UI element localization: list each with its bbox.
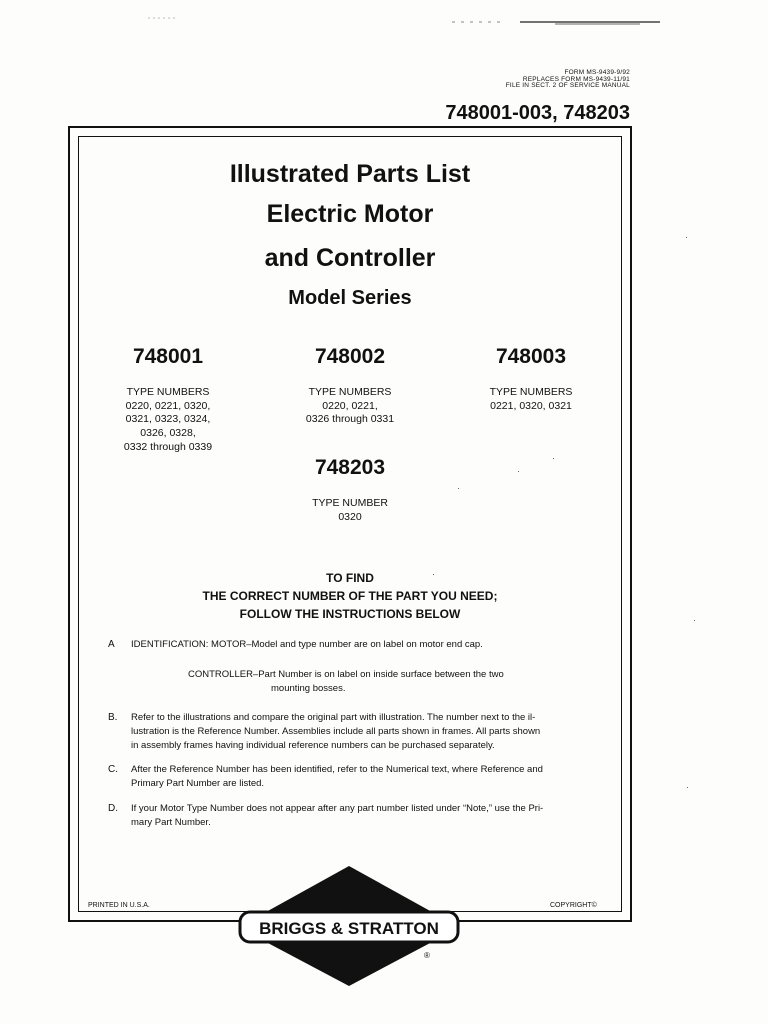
type-line: 0320 [338,510,362,523]
instruction-b-text [131,711,611,752]
model-748203-types [280,497,420,524]
instruction-a-controller-cont: mounting bosses. [271,683,346,694]
instruction-a-controller: CONTROLLER–Part Number is on label on inside surface between the two [188,669,504,680]
instruction-line: in assembly frames having individual reference numbers can be purchased separately. [131,739,495,751]
instruction-a-text: IDENTIFICATION: MOTOR–Model and type number are on label on motor end cap. [131,639,483,650]
type-line: 0326, 0328, [140,426,196,439]
form-info [506,70,630,90]
type-line: 0321, 0323, 0324, [125,413,211,426]
model-748001-types [98,386,238,454]
subtitle-controller: and Controller [264,244,436,272]
model-748003: 748003 [495,345,567,368]
page-title: Illustrated Parts List [229,160,471,188]
type-numbers-label: TYPE NUMBERS [126,386,210,398]
instruction-line: Refer to the illustrations and compare the original part with illustration. The number next to the il- [131,712,536,723]
logo-text: BRIGGS & STRATTON [259,919,439,938]
model-748003-types [461,386,601,413]
scan-marks [0,0,768,40]
type-numbers-label: TYPE NUMBERS [308,386,392,398]
printed-in-usa: PRINTED IN U.S.A. [88,902,150,909]
instruction-b-letter: B. [108,712,118,723]
instruction-line: If your Motor Type Number does not appear after any part number listed under “Note,” use the Pri- [131,803,544,814]
form-number: FORM MS-9439-9/92 [564,69,630,76]
type-line: 0220, 0221, [322,399,378,412]
instruction-c-letter: C. [108,764,118,775]
model-748002-types [280,386,420,427]
replaces-form: REPLACES FORM MS-9439-11/91 [522,75,630,83]
registered-mark: ® [424,951,430,960]
type-line: 0332 through 0339 [123,440,213,453]
model-748203: 748203 [314,456,386,479]
find-instructions-heading [0,569,700,623]
copyright: COPYRIGHT© [550,902,597,909]
follow-instructions: FOLLOW THE INSTRUCTIONS BELOW [239,607,461,621]
instruction-d-letter: D. [108,803,118,814]
instruction-line: lustration is the Reference Number. Assemblies include all parts shown in frames. All parts shown [131,725,541,737]
subtitle-electric-motor: Electric Motor [266,200,434,228]
instruction-a-letter: A [108,639,115,650]
model-748001: 748001 [132,345,204,368]
briggs-stratton-logo [234,860,464,990]
model-748002: 748002 [314,345,386,368]
correct-number: THE CORRECT NUMBER OF THE PART YOU NEED; [202,589,498,603]
type-line: 0326 through 0331 [305,413,395,426]
instruction-c-text [131,763,611,791]
instruction-line: After the Reference Number has been identified, refer to the Numerical text, where Reference and [131,764,543,775]
model-range-heading: 748001-003, 748203 [445,102,630,124]
instruction-line: Primary Part Number are listed. [131,777,265,789]
instruction-d-text [131,802,611,830]
type-line: 0221, 0320, 0321 [490,399,572,412]
type-numbers-label: TYPE NUMBERS [489,386,573,398]
instruction-line: mary Part Number. [131,816,211,828]
type-number-label: TYPE NUMBER [312,497,388,509]
type-line: 0220, 0221, 0320, [125,399,211,412]
to-find: TO FIND [326,571,374,585]
file-in-section: FILE IN SECT. 2 OF SERVICE MANUAL [505,82,630,89]
subtitle-model-series: Model Series [288,287,412,309]
